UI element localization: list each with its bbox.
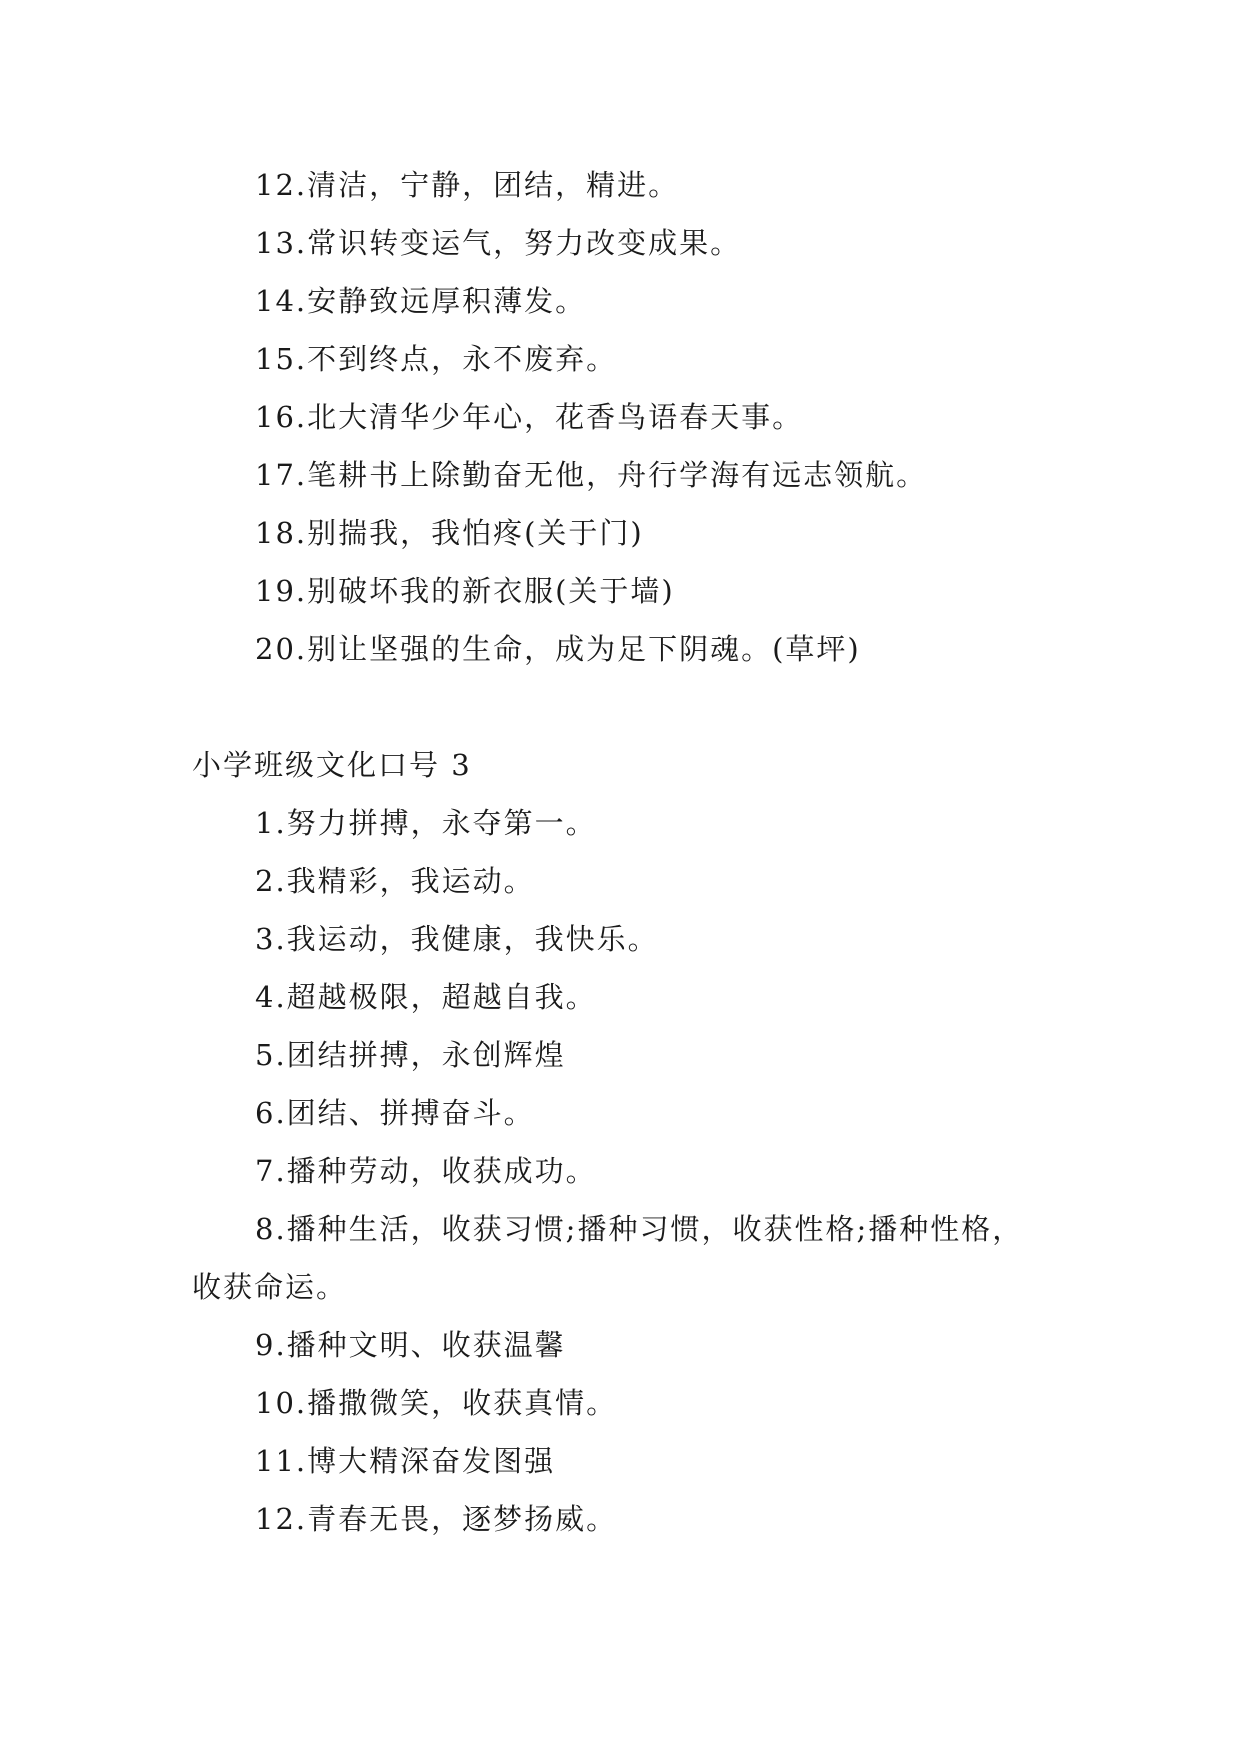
list-item: 17.笔耕书上除勤奋无他，舟行学海有远志领航。 bbox=[255, 458, 928, 492]
list-item: 2.我精彩，我运动。 bbox=[255, 864, 535, 898]
list-item: 6.团结、拼搏奋斗。 bbox=[255, 1096, 535, 1130]
list-item: 8.播种生活，收获习惯;播种习惯，收获性格;播种性格， bbox=[255, 1212, 1024, 1246]
list-item: 7.播种劳动，收获成功。 bbox=[255, 1154, 597, 1188]
list-item: 16.北大清华少年心，花香鸟语春天事。 bbox=[255, 400, 804, 434]
list-item: 1.努力拼搏，永夺第一。 bbox=[255, 806, 597, 840]
list-item: 20.别让坚强的生命，成为足下阴魂。(草坪) bbox=[255, 632, 861, 666]
list-item: 11.博大精深奋发图强 bbox=[255, 1444, 556, 1478]
list-item: 9.播种文明、收获温馨 bbox=[255, 1328, 566, 1362]
section-heading: 小学班级文化口号 3 bbox=[192, 748, 472, 782]
list-item: 5.团结拼搏，永创辉煌 bbox=[255, 1038, 566, 1072]
list-item: 19.别破坏我的新衣服(关于墙) bbox=[255, 574, 675, 608]
list-item: 14.安静致远厚积薄发。 bbox=[255, 284, 587, 318]
list-item: 10.播撒微笑，收获真情。 bbox=[255, 1386, 618, 1420]
list-item: 4.超越极限，超越自我。 bbox=[255, 980, 597, 1014]
list-item: 12.青春无畏，逐梦扬威。 bbox=[255, 1502, 618, 1536]
list-item: 18.别揣我，我怕疼(关于门) bbox=[255, 516, 644, 550]
list-item-continuation: 收获命运。 bbox=[192, 1270, 348, 1304]
list-item: 3.我运动，我健康，我快乐。 bbox=[255, 922, 659, 956]
list-item: 15.不到终点，永不废弃。 bbox=[255, 342, 618, 376]
list-item: 12.清洁，宁静，团结，精进。 bbox=[255, 168, 680, 202]
list-item: 13.常识转变运气，努力改变成果。 bbox=[255, 226, 742, 260]
